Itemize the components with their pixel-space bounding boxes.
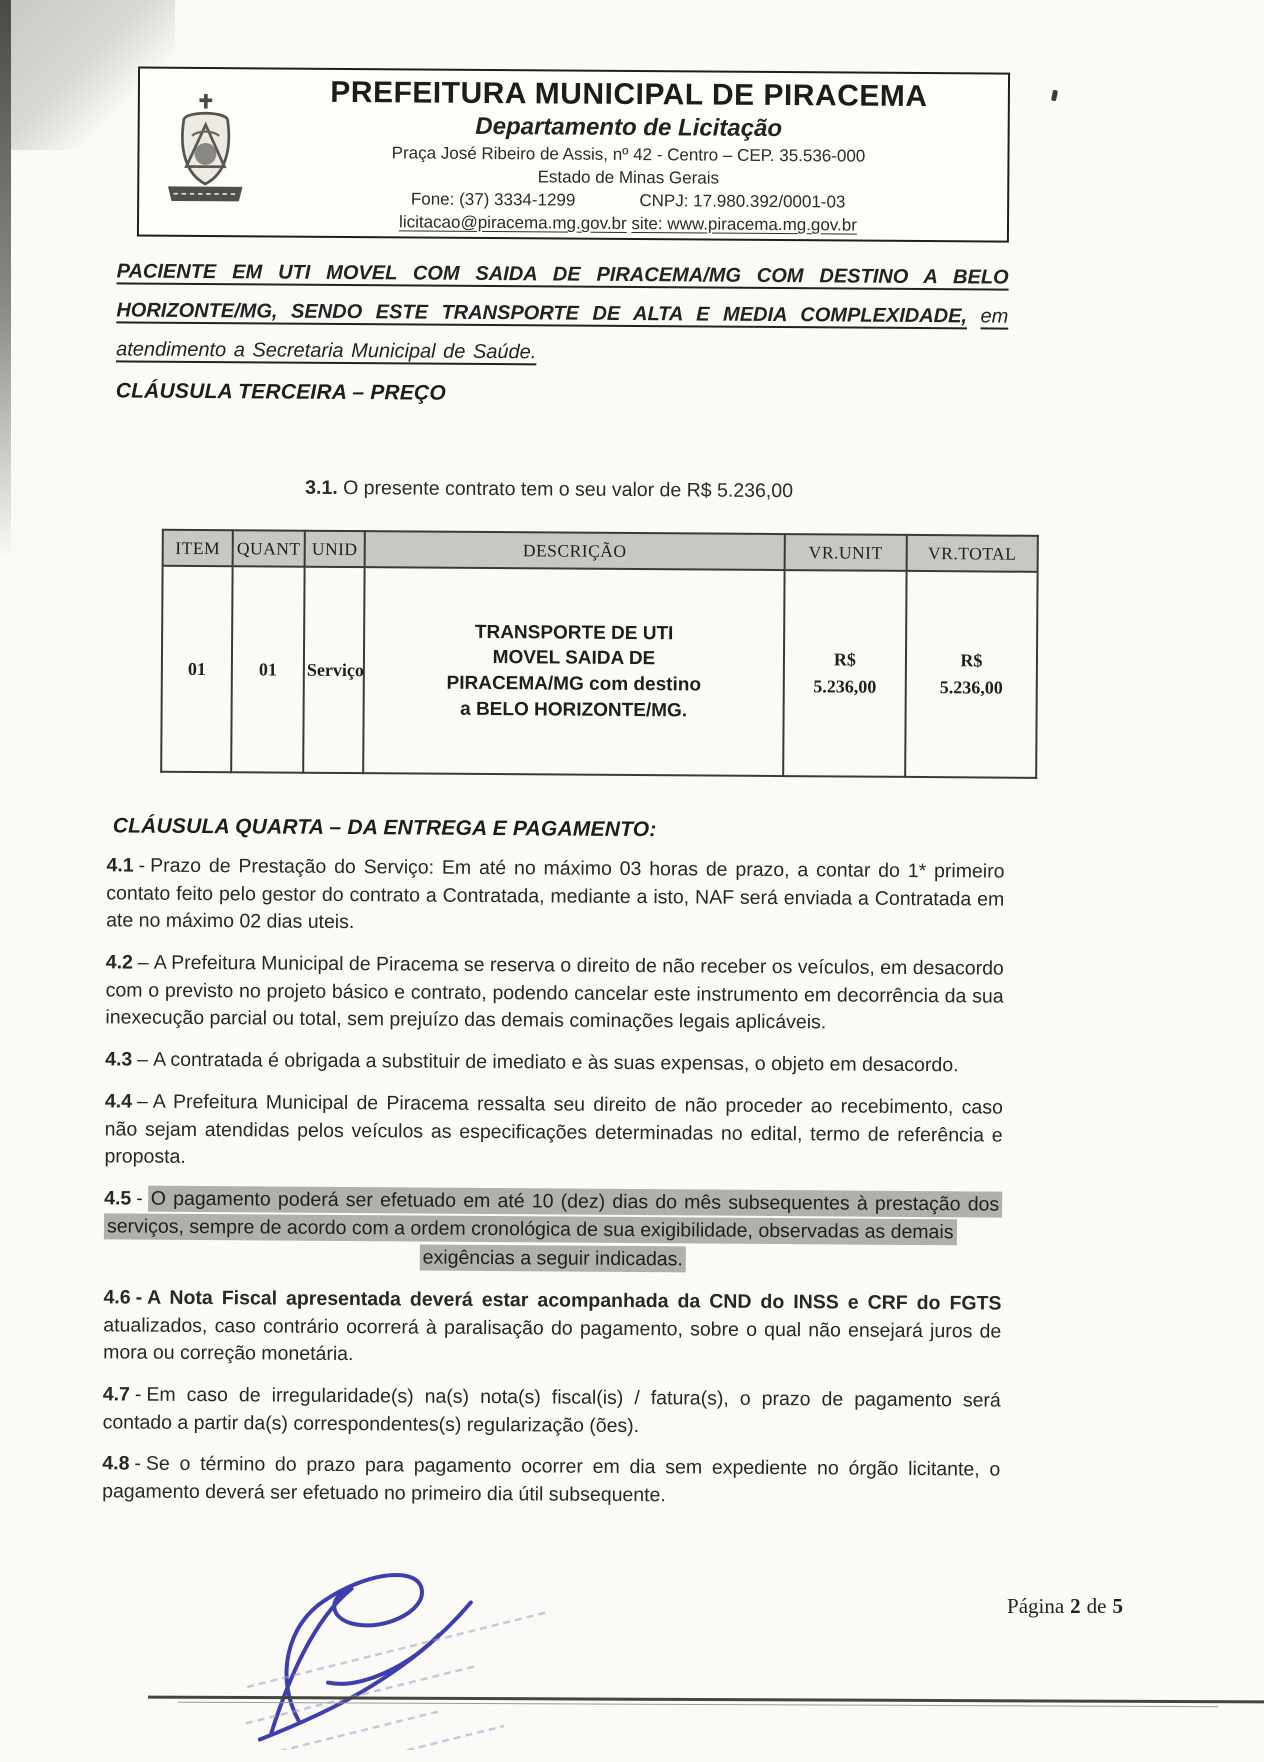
vrtotal-value: 5.236,00: [939, 677, 1003, 698]
page-number: [1004, 1594, 1126, 1619]
contract-object-bold: PACIENTE EM UTI MOVEL COM SAIDA DE PIRACEMA/MG COM DESTINO A BELO HORIZONTE/MG, SENDO ESTE TRANSPORTE DE ALTA E MEDIA COMPLEXIDADE,: [116, 260, 1009, 328]
clause4-item-4-6: [103, 1284, 1002, 1373]
cell-descricao: [363, 567, 784, 776]
clause4-heading: CLÁUSULA QUARTA – DA ENTREGA E PAGAMENTO:: [112, 814, 657, 842]
links-line: [259, 211, 997, 236]
cell-quant: 01: [231, 566, 304, 772]
item-separator: -: [138, 854, 146, 877]
vrunit-value: 5.236,00: [813, 676, 877, 697]
clause4-item-4-4: [104, 1088, 1003, 1177]
page-of-label: de: [1086, 1594, 1107, 1618]
descricao-line: MOVEL SAIDA DE: [492, 647, 656, 670]
item-text: A contratada é obrigada a substituir de imediato e às suas expensas, o objeto em desacordo.: [153, 1048, 959, 1077]
clause4-item-4-5-highlighted: [104, 1185, 1003, 1276]
item-text: Em caso de irregularidade(s) na(s) nota(s) fiscal(is) / fatura(s), o prazo de pagamento será contado a partir da(s) correspondentes(s) regularização (ões).: [102, 1383, 1001, 1437]
item-separator: –: [136, 1090, 148, 1113]
item-number: 4.8: [102, 1452, 130, 1475]
item-number: 4.1: [106, 854, 134, 877]
price-table-header-row: [163, 530, 1038, 572]
page-label: Página: [1007, 1594, 1065, 1618]
contract-object-paragraph: [116, 252, 1009, 375]
item-text-highlighted: exigências a seguir indicadas.: [420, 1245, 686, 1273]
item-separator: –: [137, 1048, 149, 1071]
email-address: licitacao@piracema.mg.gov.br: [399, 212, 627, 233]
letterhead: [137, 67, 1010, 243]
address-line: Praça José Ribeiro de Assis, nº 42 - Centro – CEP. 35.536-000: [391, 143, 866, 166]
website-address: site: www.piracema.mg.gov.br: [631, 213, 857, 235]
clause4-item-4-2: [105, 949, 1004, 1038]
vrtotal-currency: R$: [960, 650, 983, 671]
col-header-vrunit: VR.UNIT: [785, 534, 907, 571]
descricao-line: TRANSPORTE DE UTI: [474, 621, 674, 645]
item-text-bold: A Nota Fiscal apresentada deverá estar acompanhada da CND do INSS e CRF do FGTS: [147, 1286, 1002, 1315]
descricao-line: PIRACEMA/MG com destino: [446, 672, 702, 696]
item-text: A Prefeitura Municipal de Piracema se reserva o direito de não receber os veículos, em desacordo com o previsto no projeto básico e contrato, podendo cancelar este instrumento em decorrência da sua inexecução parcial ou total, sem prejuízo das demais cominações legais aplicáveis.: [105, 951, 1004, 1034]
item-text: A Prefeitura Municipal de Piracema ressalta seu direito de não proceder ao recebimento, caso não sejam atendidas pelos veículos as especificações determinadas no edital, termo de referência e proposta.: [104, 1090, 1003, 1169]
col-header-unid: UNID: [305, 531, 365, 567]
cell-vrtotal: [905, 571, 1037, 778]
vrunit-currency: R$: [833, 649, 857, 670]
item-number: 4.4: [104, 1090, 133, 1113]
page-number-value: 2: [1070, 1594, 1081, 1618]
clause4-item-4-3: [105, 1046, 1003, 1080]
item-separator: -: [135, 1286, 143, 1309]
letterhead-text: [259, 75, 998, 236]
col-header-descricao: DESCRIÇÃO: [365, 531, 785, 570]
clause3-item-text: O presente contrato tem o seu valor de R$ 5.236,00: [343, 476, 794, 503]
cell-item: 01: [161, 566, 232, 772]
item-separator: -: [136, 1187, 143, 1210]
page-total-value: 5: [1112, 1594, 1123, 1618]
item-separator: -: [134, 1383, 142, 1406]
item-number: 4.6: [103, 1286, 131, 1309]
highlight-centered-line: [104, 1243, 1002, 1277]
department-subtitle: Departamento de Licitação: [475, 112, 783, 143]
item-text: Prazo de Prestação do Serviço: Em até no máximo 03 horas de prazo, a contar do 1* primeiro contato feito pelo gestor do contrato a Contratada, mediante a isto, NAF será enviada a Contratada em ate no máximo 02 dias uteis.: [106, 854, 1005, 934]
state-line: Estado de Minas Gerais: [537, 167, 720, 188]
contact-line: [259, 188, 997, 213]
col-header-item: ITEM: [163, 530, 233, 566]
clause4-item-4-8: [102, 1451, 1000, 1513]
org-title: PREFEITURA MUNICIPAL DE PIRACEMA: [330, 75, 928, 114]
coat-of-arms-logo: [151, 92, 260, 215]
clause4-item-4-7: [103, 1381, 1001, 1443]
cell-vrunit: [783, 570, 906, 777]
item-separator: -: [134, 1452, 142, 1475]
col-header-vrtotal: VR.TOTAL: [907, 535, 1038, 572]
item-number: 4.2: [105, 951, 134, 974]
phone-number: Fone: (37) 3334-1299: [410, 189, 576, 210]
item-number: 4.7: [102, 1383, 131, 1406]
clause3-item-number: 3.1.: [305, 476, 338, 499]
item-number: 4.3: [105, 1048, 133, 1071]
contract-object-regular: em atendimento a Secretaria Municipal de Saúde.: [116, 305, 1009, 364]
item-separator: –: [137, 951, 149, 974]
clause3-heading: CLÁUSULA TERCEIRA – PREÇO: [115, 379, 447, 405]
item-text: Se o término do prazo para pagamento ocorrer em dia sem expediente no órgão licitante, o pagamento deverá ser efetuado no primeiro dia útil subsequente.: [102, 1453, 1001, 1507]
item-text: atualizados, caso contrário ocorrerá à paralisação do pagamento, sobre o qual não ensejará juros de mora ou correção monetária.: [103, 1313, 1002, 1366]
item-number: 4.5: [104, 1187, 132, 1210]
clause4-item-4-1: [106, 852, 1005, 941]
price-table: [160, 529, 1039, 779]
descricao-line: a BELO HORIZONTE/MG.: [460, 698, 688, 722]
cell-unid: Serviço: [303, 567, 364, 773]
item-text-highlighted: O pagamento poderá ser efetuado em até 10 (dez) dias do mês subsequentes à prestação dos serviços, sempre de acordo com a ordem cronológica de sua exigibilidade, observadas as demais: [104, 1186, 1002, 1245]
price-table-row: [161, 566, 1037, 778]
cnpj-number: CNPJ: 17.980.392/0001-03: [639, 191, 846, 212]
faded-stamp: [230, 1600, 650, 1750]
col-header-quant: QUANT: [233, 530, 305, 567]
clause3-item: [305, 477, 1007, 505]
